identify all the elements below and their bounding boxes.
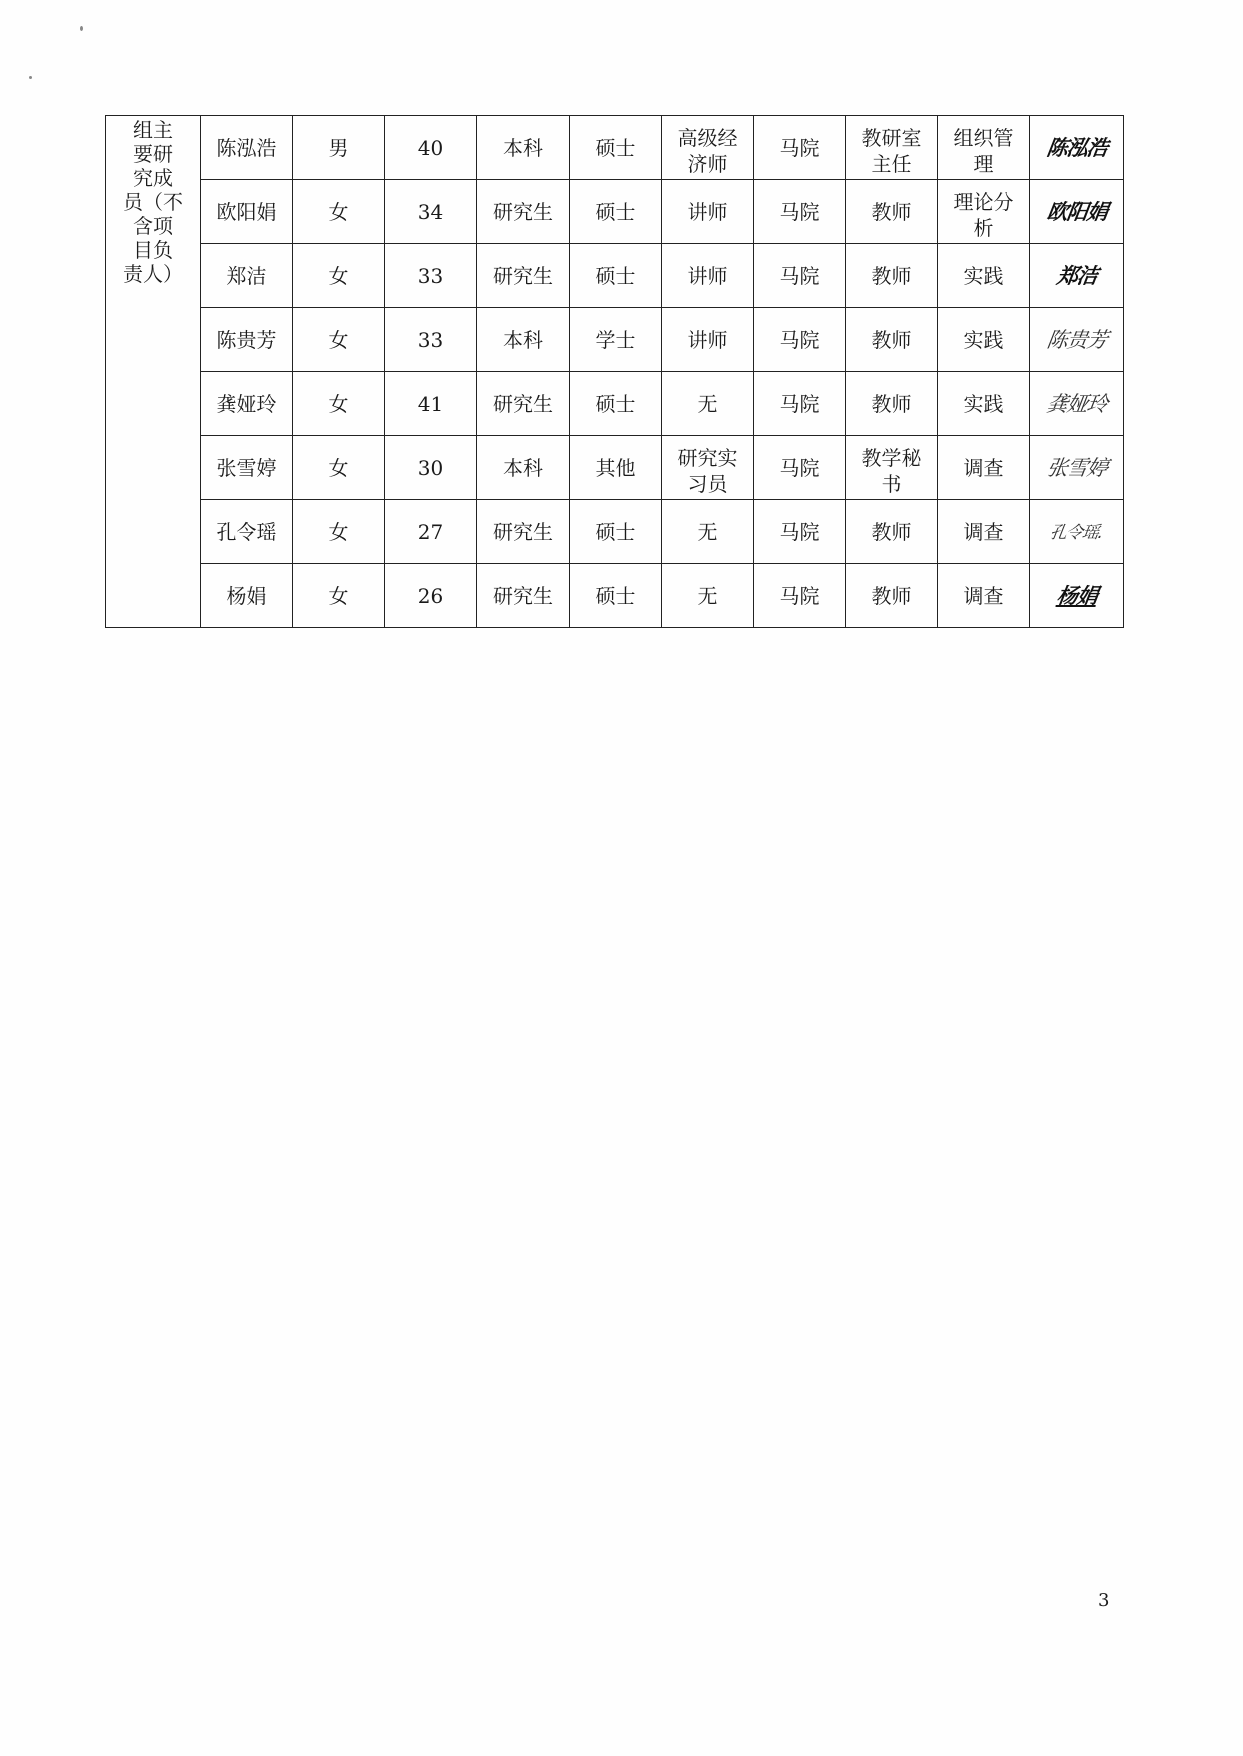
table-row (106, 436, 1124, 500)
member-signature (1030, 180, 1124, 244)
member-age: 41 (385, 372, 477, 436)
signature-image: 郑洁 (1054, 263, 1099, 288)
member-education: 研究生 (477, 372, 570, 436)
table-row (106, 308, 1124, 372)
member-position (846, 436, 938, 500)
member-unit: 马院 (754, 180, 846, 244)
member-gender: 女 (293, 180, 385, 244)
member-role-text: 组织管 理 (953, 125, 1014, 175)
member-age: 30 (385, 436, 477, 500)
member-gender: 男 (293, 116, 385, 180)
member-education: 研究生 (477, 180, 570, 244)
member-role: 实践 (938, 372, 1030, 436)
member-degree: 硕士 (570, 500, 662, 564)
member-position: 教师 (846, 500, 938, 564)
signature-image: 杨娟 (1054, 583, 1099, 608)
member-signature (1030, 116, 1124, 180)
member-name: 陈泓浩 (201, 116, 293, 180)
member-signature (1030, 500, 1124, 564)
group-members-label: 组主 要研 究成 员（不 含项 目负 责人） (106, 116, 201, 628)
member-role: 调查 (938, 564, 1030, 628)
member-age: 27 (385, 500, 477, 564)
member-name: 龚娅玲 (201, 372, 293, 436)
scan-speck (80, 26, 83, 31)
member-position: 教师 (846, 244, 938, 308)
member-age: 34 (385, 180, 477, 244)
member-name: 孔令瑶 (201, 500, 293, 564)
member-position: 教师 (846, 308, 938, 372)
member-name: 欧阳娟 (201, 180, 293, 244)
member-education: 本科 (477, 116, 570, 180)
signature-image: 欧阳娟 (1044, 199, 1109, 224)
member-degree: 学士 (570, 308, 662, 372)
signature-image: 张雪婷 (1044, 455, 1109, 480)
member-gender: 女 (293, 244, 385, 308)
signature-image: 陈贵芳 (1044, 327, 1109, 352)
member-title: 讲师 (662, 180, 754, 244)
member-title-text: 研究实 习员 (677, 445, 738, 495)
member-education: 研究生 (477, 564, 570, 628)
member-degree: 硕士 (570, 116, 662, 180)
member-role (938, 116, 1030, 180)
member-degree: 其他 (570, 436, 662, 500)
member-name: 郑洁 (201, 244, 293, 308)
member-role (938, 180, 1030, 244)
member-age: 26 (385, 564, 477, 628)
member-degree: 硕士 (570, 180, 662, 244)
member-degree: 硕士 (570, 244, 662, 308)
member-unit: 马院 (754, 564, 846, 628)
table-row (106, 564, 1124, 628)
member-signature (1030, 372, 1124, 436)
member-title: 无 (662, 564, 754, 628)
member-unit: 马院 (754, 436, 846, 500)
table-row (106, 180, 1124, 244)
member-role-text: 理论分 析 (953, 189, 1014, 239)
member-title (662, 436, 754, 500)
member-age: 33 (385, 308, 477, 372)
member-position: 教师 (846, 180, 938, 244)
member-education: 研究生 (477, 244, 570, 308)
research-members-table (105, 115, 1124, 628)
member-gender: 女 (293, 436, 385, 500)
member-unit: 马院 (754, 116, 846, 180)
member-position-text: 教学秘 书 (861, 445, 922, 495)
member-education: 研究生 (477, 500, 570, 564)
signature-image: 孔令瑶. (1048, 522, 1105, 543)
signature-image: 龚娅玲 (1044, 391, 1109, 416)
member-name: 陈贵芳 (201, 308, 293, 372)
member-age: 33 (385, 244, 477, 308)
member-unit: 马院 (754, 244, 846, 308)
member-signature (1030, 436, 1124, 500)
member-title (662, 116, 754, 180)
signature-image: 陈泓浩 (1044, 135, 1109, 160)
member-title: 讲师 (662, 244, 754, 308)
member-name: 张雪婷 (201, 436, 293, 500)
member-unit: 马院 (754, 500, 846, 564)
member-position (846, 116, 938, 180)
member-position: 教师 (846, 564, 938, 628)
member-education: 本科 (477, 436, 570, 500)
member-gender: 女 (293, 308, 385, 372)
table-row (106, 500, 1124, 564)
member-signature (1030, 244, 1124, 308)
member-gender: 女 (293, 372, 385, 436)
member-education: 本科 (477, 308, 570, 372)
member-role: 调查 (938, 436, 1030, 500)
member-position: 教师 (846, 372, 938, 436)
member-role: 实践 (938, 244, 1030, 308)
page-number: 3 (1098, 1590, 1110, 1611)
member-title: 讲师 (662, 308, 754, 372)
member-role: 调查 (938, 500, 1030, 564)
member-degree: 硕士 (570, 372, 662, 436)
table-row (106, 244, 1124, 308)
member-age: 40 (385, 116, 477, 180)
member-signature (1030, 308, 1124, 372)
member-role: 实践 (938, 308, 1030, 372)
member-unit: 马院 (754, 308, 846, 372)
member-name: 杨娟 (201, 564, 293, 628)
member-title: 无 (662, 500, 754, 564)
member-signature (1030, 564, 1124, 628)
member-unit: 马院 (754, 372, 846, 436)
member-degree: 硕士 (570, 564, 662, 628)
member-gender: 女 (293, 500, 385, 564)
scan-speck (29, 76, 32, 79)
table-row (106, 372, 1124, 436)
member-title-text: 高级经 济师 (677, 125, 738, 175)
member-gender: 女 (293, 564, 385, 628)
member-position-text: 教研室 主任 (861, 125, 922, 175)
member-title: 无 (662, 372, 754, 436)
table-row (106, 116, 1124, 180)
